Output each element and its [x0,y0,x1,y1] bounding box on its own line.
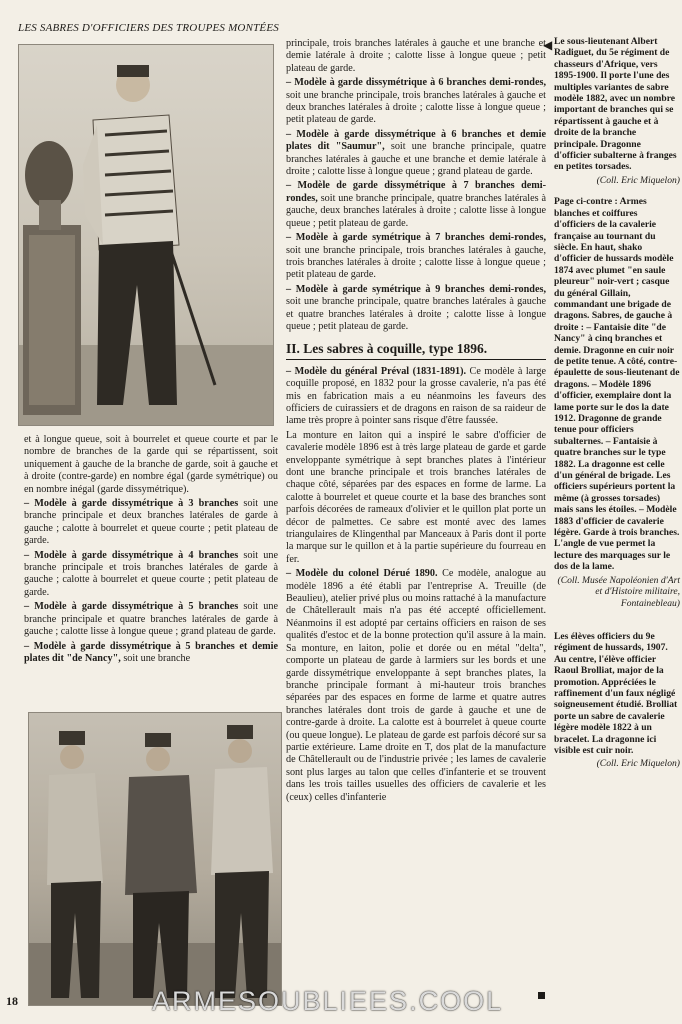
caption-facing-page: Page ci-contre : Armes blanches et coiffures d'officiers de la cavalerie française au tournant du siècle. En haut, shako d'officier de hussards modèle 1874 avec plumet "en saule pleureur" noir-vert ; casque du général Gillain, commandant une brigade de dragons. Sabres, de gauche à droite : – Fantaisie dite "de Nancy" à cinq branches et demie. Dragonne en cuir noir de petite tenue. A côté, contre-épaulette de sous-lieutenant de dragons. – Modèle 1896 d'officier, exemplaire dont la lame porte sur le dos la date 1912. Dragonne de grande tenue pour officiers subalternes. – Fantaisie à quatre branches sur le type 1882. La dragonne est celle d'un général de brigade. Les officiers supérieurs portent la même (à grosses torsades) mais sans les étoiles. – Modèle 1883 d'officier de cavalerie légère. Garde à trois branches. L'angle de vue permet la lecture des marquages sur le dos de la lame. [554,196,680,573]
left-paragraph: – Modèle à garde dissymétrique à 5 branches et demie plates dit "de Nancy", soit une branche [24,640,278,664]
left-paragraph: – Modèle à garde dissymétrique à 5 branches soit une branche principale et quatre branches latérales de garde à gauche ; calotte lisse à longue queue ; grand plateau de garde. [24,601,278,638]
right-column-captions [554,36,680,772]
officer-portrait-photo [18,44,274,426]
left-column-text [24,434,278,667]
caption-portrait-credit: (Coll. Eric Miquelon) [596,174,680,186]
caption-pointer-icon: ◀ [543,38,553,52]
section-title: II. Les sabres à coquille, type 1896. [286,343,546,359]
middle-paragraph: – Modèle à garde symétrique à 7 branches demi-rondes, soit une branche principale, trois branches latérales à gauche, trois branches latérales à droite ; calotte lisse à longue queue ; petit plateau de garde. [286,232,546,281]
section-paragraph: – Modèle du général Préval (1831-1891). Ce modèle à large coquille proposé, en 1832 pour la grosse cavalerie, n'a pas été mis en fabrication mais a eu néanmoins les faveurs des officiers de cuirassiers et de dragons en raison de sa raideur de lame très propre à pointer sans risque d'être faussée. [286,365,546,427]
middle-paragraph: – Modèle de garde dissymétrique à 7 branches demi-rondes, soit une branche principale, quatre branches latérales à gauche, deux branches latérales à droite ; calotte lisse à longue queue ; petit plateau de garde. [286,180,546,229]
cadets-group-photo [28,712,282,1006]
middle-paragraph: – Modèle à garde dissymétrique à 6 branches et demie plates dit "Saumur", soit une branche principale, quatre branches latérales à gauche et une branche et demie latérale à droite ; calotte lisse à longue queue ; grand plateau de garde. [286,128,546,178]
page-number: 18 [6,994,18,1008]
middle-paragraph: principale, trois branches latérales à gauche et une branche et demie latérale à droite ; calotte lisse à longue queue ; petit plateau de garde. [286,38,546,74]
middle-paragraph: – Modèle à garde dissymétrique à 6 branches demi-rondes, soit une branche principale, trois branches latérales à gauche et deux branches latérales à droite ; calotte lisse à longue queue ; petit plateau de garde. [286,77,546,126]
officer-portrait-illustration [19,45,273,425]
running-header: LES SABRES D'OFFICIERS DES TROUPES MONTÉES [18,22,279,34]
middle-column-text [286,38,546,806]
section-paragraph: La monture en laiton qui a inspiré le sabre d'officier de cavalerie modèle 1896 est à très large plateau de garde et garde enveloppante symétrique à sept branches plates à l'intérieur dont une branche principale et trois branches latérales de chaque côté, séparées par des espaces en forme de larme. La calotte à bourrelet et queue courte et la base des branches sont parfois décorées de rameaux d'olivier et le quillon plat porte un décor de palmettes. Ce sabre est monté avec des lames triangulaires de Klingenthal par Manceaux à Paris dont il porte la marque sur le quillon et à la partie supérieure du fourreau en fer. [286,429,546,565]
caption-cadets-credit: (Coll. Eric Miquelon) [596,758,680,770]
left-paragraph: et à longue queue, soit à bourrelet et queue courte et par le nombre de branches de la garde qui se répartissent, soit uniquement à gauche de la branche de garde, soit à gauche et à droite (contre-garde) en nombre égal (garde symétrique) ou en nombre inégal (garde dissymétrique). [24,434,278,495]
section-paragraph: – Modèle du colonel Dérué 1890. Ce modèle, analogue au modèle 1896 a été établi par l'entreprise A. Treuille (de Beaulieu), atelier privé plus ou moins rattaché à la manufacture de Châtellerault mais n'a pas été accepté officiellement. Néanmoins il est adopté par certains officiers en raison de ses qualités d'estoc et de la bonne protection qu'il assure à la main. Sa monture, en laiton, polie et dorée ou en métal "delta", comporte un plateau de garde à larmiers sur les bords et une garde dissymétrique enveloppante à sept branches plates, la branche principale formant à mi-hauteur trois branches séparées par des espaces en forme de larme et quatre autres branches latérales dont trois de garde à gauche et une de contre-garde à droite. La calotte est à bourrelet à queue courte (ou queue longue). Le plateau de garde est parfois décoré sur sa partie extérieure. Lame droite en T, dos plat de la manufacture de Châtellerault ou de l'industrie privée ; les lames de cavalerie sont plus larges au talon que celles d'infanterie et se trouvent dans les trois tailles usuelles des officiers de cavalerie et les (ceux) celles d'infanterie [286,568,546,803]
caption-facing-page-credit: (Coll. Musée Napoléonien d'Art et d'Histoire militaire, Fontainebleau) [557,574,680,609]
middle-paragraph: – Modèle à garde symétrique à 9 branches demi-rondes, soit une branche principale, quatre branches latérales à gauche et quatre branches latérales à droite ; calotte lisse à longue queue ; petit plateau de garde. [286,283,546,332]
cadets-group-illustration [29,713,281,1005]
left-paragraph: – Modèle à garde dissymétrique à 4 branches soit une branche principale et trois branches latérales de garde à gauche ; calotte à bourrelet et queue courte ; petit plateau de garde. [24,549,278,598]
watermark: ARMESOUBLIEES.COOL [152,986,504,1016]
left-paragraph: – Modèle à garde dissymétrique à 3 branches soit une branche principale et deux branches latérales de garde à gauche ; calotte à bourrelet et queue courte ; petit plateau de garde. [24,498,278,547]
caption-portrait: Le sous-lieutenant Albert Radiguet, du 5e régiment de chasseurs d'Afrique, vers 1895-1900. Il porte l'une des multiples variantes de sabre modèle 1882, avec un nombre important de branches qui se répartissent à gauche et à droite de la branche principale. Dragonne d'officier subalterne à franges en petites torsades. [554,36,677,173]
caption-cadets: Les élèves officiers du 9e régiment de hussards, 1907. Au centre, l'élève officier Raoul Brolliat, major de la promotion. Appréciées le raffinement d'un faux négligé soigneusement étudié. Brolliat porte un sabre de cavalerie légère modèle 1822 à un bracelet. La dragonne ici visible est cuir noir. [554,630,678,756]
end-square-icon [538,992,545,999]
